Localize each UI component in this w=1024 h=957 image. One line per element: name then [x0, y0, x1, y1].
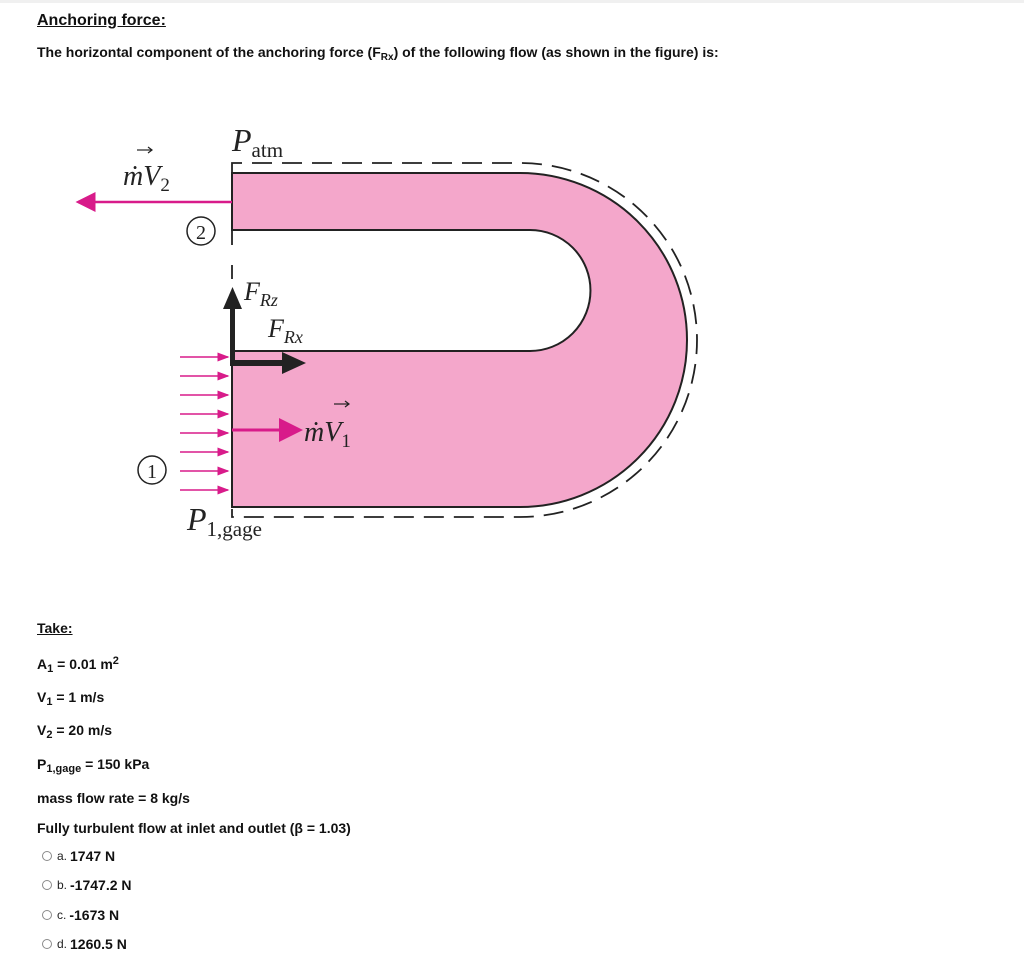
answer-option-c[interactable]: [42, 907, 119, 923]
given-v2: $V_2 = 20$ m/s: [37, 722, 113, 741]
option-letter: b.: [57, 878, 68, 892]
radio-button[interactable]: [42, 880, 52, 890]
inlet-pressure-arrows: [180, 357, 228, 490]
option-value: 1260.5 N: [70, 936, 127, 952]
question-text: [37, 44, 719, 63]
given-title: Take:: [37, 620, 73, 636]
radio-button[interactable]: [42, 851, 52, 861]
outlet-momentum-label: ṁV$_2$: [123, 161, 170, 196]
given-p1-gage: $P_{1,gage} = 150$ kPa: [37, 756, 150, 775]
given-turbulent: Fully turbulent flow at inlet and outlet (β = 1.03): [37, 820, 351, 836]
option-letter: d.: [57, 937, 68, 951]
option-letter: c.: [57, 908, 67, 922]
question-suffix: ) of the following flow (as shown in the figure) is:: [393, 44, 719, 60]
answer-option-d[interactable]: [42, 936, 127, 952]
radio-button[interactable]: [42, 939, 52, 949]
answer-option-a[interactable]: [42, 848, 115, 864]
station-2-label: 2: [196, 222, 206, 244]
page-title: Anchoring force:: [37, 12, 166, 29]
option-value: 1747 N: [70, 848, 116, 864]
frz-label: $F_{Rz}$: [244, 277, 278, 310]
inlet-momentum-label: ṁV$_1$: [304, 417, 351, 452]
u-bend-flow-figure: [60, 105, 740, 565]
given-a1: $A_1 = 0.01$ $m^2$: [37, 655, 119, 675]
vector-mark-icon: [137, 147, 152, 153]
p1-gage-label: P1,gage: [187, 501, 262, 541]
patm-label: Patm: [232, 122, 284, 162]
option-value: -1747.2 N: [70, 877, 132, 893]
frx-label: $F_{Rx}$: [268, 314, 303, 347]
radio-button[interactable]: [42, 910, 52, 920]
question-subscript: Rx: [380, 52, 394, 63]
answer-option-b[interactable]: [42, 877, 132, 893]
station-1-label: 1: [147, 461, 157, 483]
top-divider: [0, 0, 1024, 3]
given-v1: $V_1 = 1$ m/s: [37, 689, 105, 708]
option-letter: a.: [57, 849, 68, 863]
option-value: -1673 N: [69, 907, 120, 923]
question-prefix: The horizontal component of the anchoring force (F: [37, 44, 381, 60]
given-mass-flow: mass flow rate = 8 kg/s: [37, 790, 190, 806]
